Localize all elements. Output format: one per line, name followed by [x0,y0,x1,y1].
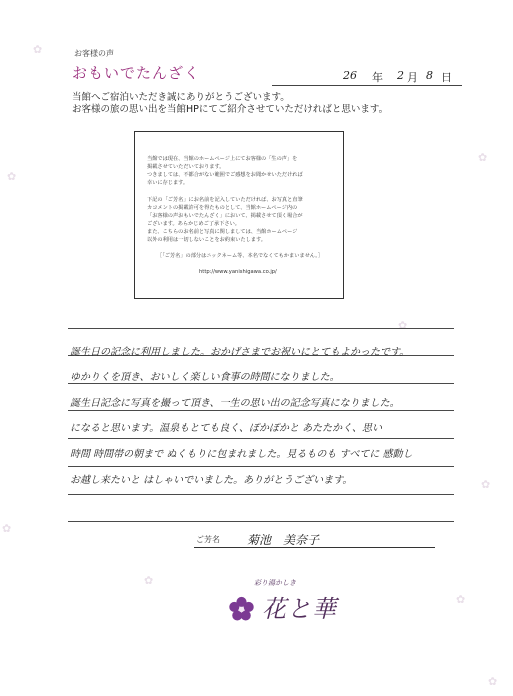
logo-wordmark: 花と華 [262,595,337,623]
notice-line: 幸いに存じます。 [147,180,189,186]
notice-box [134,131,344,299]
comment-rule [68,521,454,522]
background-flower-icon: ✿ [478,151,488,164]
comment-line: お越し来たいと はしゃいでいました。ありがとうございます。 [70,475,353,486]
intro-line-1: 当館へご宿泊いただき誠にありがとうございます。 [72,92,290,103]
background-flower-icon: ✿ [144,574,154,587]
website-url: http://www.yanishigawa.co.jp/ [199,269,277,275]
date-underline [272,85,462,86]
notice-line: つきましては、不都合がない範囲でご感想をお聞かせいただければ [147,172,303,178]
notice-line: 下記の「ご芳名」にお名前を記入していただければ、お写真と直筆 [147,197,303,203]
comment-line: 誕生日の記念に利用しました。おかげさまでお祝いにとてもよかったです。 [70,347,410,358]
comment-line: になると思います。温泉もとても良く、ぽかぽかと あたたかく、思い [70,423,382,434]
notice-line: また、こちらのお名前と写真に関しましては、当館ホームページ [147,229,298,235]
notice-line: 掲載させていただいております。 [147,164,225,170]
comment-rule [68,383,454,384]
comment-line: 誕生日記念に写真を撮って頂き、一生の思い出の記念写真になりました。 [70,398,400,409]
background-flower-icon: ✿ [33,43,43,56]
background-flower-icon: ✿ [7,170,17,183]
background-flower-icon: ✿ [398,319,408,332]
date-year-unit: 年 [372,71,383,84]
comment-rule [68,494,454,495]
comment-line: 時間 時間帯の朝まで ぬくもりに包まれました。見るものも すべてに 感動し [70,449,413,460]
comment-rule [68,466,454,467]
date-month-unit: 月 [407,71,418,84]
intro-line-2: お客様の旅の思い出を当館HPにてご紹介させていただければと思います。 [72,104,389,115]
comment-line: ゆかりくを頂き、おいしく楽しい食事の時間になりました。 [70,372,340,383]
comment-rule [68,438,454,439]
name-value: 菊池 美奈子 [247,533,320,547]
page-title: おもいでたんざく [72,64,201,82]
comment-rule [68,328,454,329]
notice-line: 「お客様の声おもいでたんざく」において、掲載させて頂く場合が [147,213,303,219]
name-underline [194,547,435,548]
background-flower-icon: ✿ [456,593,466,606]
comment-rule [68,410,454,411]
date-field [343,69,463,85]
date-day-unit: 日 [441,71,452,84]
flower-logo-icon [228,596,255,623]
notice-line: ございます。あらかじめご了承下さい。 [147,221,240,227]
notice-line: 以外の利用は一切しないことをお約束いたします。 [147,237,266,243]
date-month-value: 2 [397,69,404,82]
date-year-value: 26 [343,69,357,82]
logo-subtitle: 彩り湯かしき [254,579,296,587]
background-flower-icon: ✿ [488,675,498,688]
name-label: ご芳名 [196,535,220,544]
header-small-title: お客様の声 [74,49,114,58]
background-flower-icon: ✿ [2,522,12,535]
background-flower-icon: ✿ [481,478,491,491]
date-day-value: 8 [426,69,433,82]
notice-line: カコメントの掲載許可を得たものとして、当館ホームページ内の [147,205,298,211]
notice-note: ［「ご芳名」の部分はニックネーム等、本名でなくてもかまいません。］ [157,253,324,259]
notice-line: 当館では現在、当館のホームページ上にてお客様の「生の声」を [147,156,298,162]
